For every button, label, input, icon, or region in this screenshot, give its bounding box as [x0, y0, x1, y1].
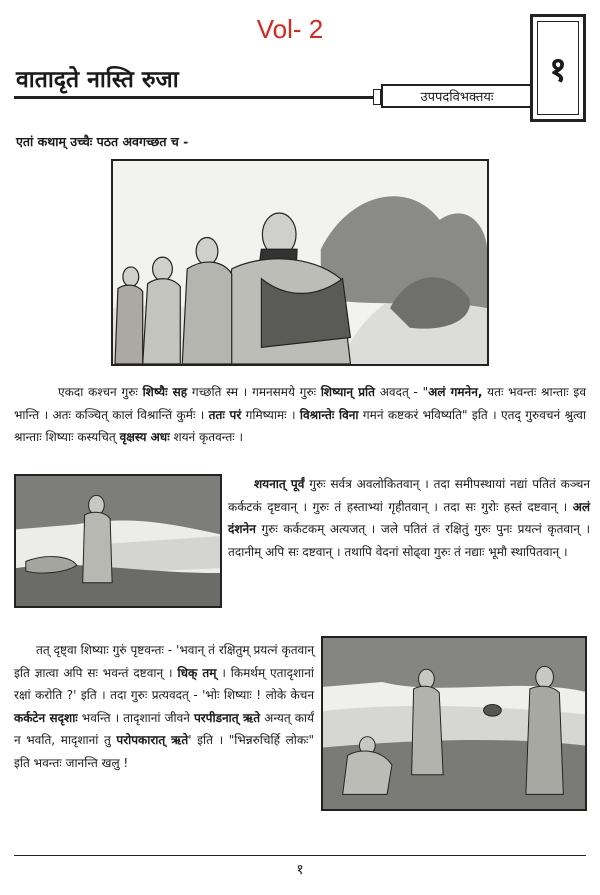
text-segment: एकदा कश्चन गुरुः: [58, 385, 143, 399]
bold-phrase: शयनात् पूर्वं: [254, 477, 305, 491]
text-segment: तत् दृष्ट्वा शिष्याः गुरुं पृष्टवन्तः - 'भवान् तं रक्षितुम् प्रयत्नं कृतवान् इति ज्ञात्वा अपि सः भवन्तं दष्टवान् ।: [14, 643, 314, 680]
bold-phrase: कर्कटेन सदृशाः: [14, 710, 78, 725]
bold-phrase: धिक् तम्: [177, 665, 217, 680]
text-segment: गमनं कष्टकरं भविष्यति" इति । एतद् गुरुवचनं श्रुत्वा श्रान्ताः शिष्याः कस्यचित्: [14, 407, 586, 444]
bold-phrase: ततः परं: [208, 407, 242, 422]
page-number: १: [296, 862, 304, 878]
text-segment: गुरुः कर्कटकम् अत्यजत् । जले पतितं तं रक्षितुं गुरुः पुनः प्रयत्नं कृतवान् । तदानीम् अपि सः दष्टवान् । तथापि वेदनां सोढ्वा गुरुः तं नद्याः भूमौ स्थापितवान् ।: [228, 522, 590, 559]
text-segment: शयनं कृतवन्तः ।: [169, 430, 244, 444]
story-paragraph-2: [228, 473, 590, 563]
title-underline: [14, 96, 398, 99]
story-paragraph-1: [14, 381, 586, 449]
text-segment: गुरुः सर्वत्र अवलोकितवान् । तदा समीपस्थायां नद्यां पतितं कञ्चन कर्कटकं दृष्टवान् । गुरुः तं हस्ताभ्यां गृहीतवान् । तदा सः गुरोः हस्तं दष्टवान् ।: [228, 477, 590, 514]
bold-phrase: परपीडनात् ऋते: [193, 710, 261, 725]
instruction-line: एतां कथाम् उच्चैः पठत अवगच्छत च -: [16, 134, 189, 149]
story-paragraph-3: [14, 639, 314, 774]
chapter-number: १: [549, 50, 567, 90]
bold-phrase: शिष्यान् प्रति: [320, 385, 375, 399]
chapter-number-badge: [530, 14, 586, 122]
bold-phrase: अलं गमनेन,: [428, 385, 483, 399]
volume-label: Vol- 2: [256, 14, 324, 44]
subtitle-text: उपपदविभक्तयः: [420, 90, 494, 105]
bold-phrase: अलं दंशनेन: [228, 499, 590, 536]
text-segment: । किमर्थम् एतादृशानां रक्षां करोति ?' इति । तदा गुरुः प्रत्यवदत् - 'भोः शिष्याः ! लोके केचन: [14, 665, 315, 702]
chapter-title: वातादृते नास्ति रुजा: [16, 67, 179, 93]
text-segment: अन्यत् कार्यं न भवति, मादृशानां तु: [14, 710, 315, 747]
illustration-guru-with-crab: [321, 636, 587, 811]
text-segment: गच्छति स्म । गमनसमये गुरुः: [187, 385, 321, 399]
text-segment: यतः भवन्तः श्रान्ताः इव भान्ति । अतः कञ्चित् कालं विश्रान्तिं कुर्मः ।: [14, 385, 586, 422]
subtitle-banner: [381, 84, 533, 108]
bold-phrase: वृक्षस्य अधः: [119, 430, 170, 444]
text-segment: अवदत् - ": [374, 385, 429, 399]
illustration-guru-with-disciples: [111, 159, 489, 366]
text-segment: ' इति । "भिन्नरुचिर्हि लोकः" इति भवन्तः जानन्ति खलु !: [14, 733, 314, 770]
bold-phrase: परोपकारात् ऋते: [116, 733, 189, 747]
bold-phrase: विश्रान्तेः विना: [299, 407, 359, 422]
text-segment: भवन्ति । तादृशानां जीवने: [77, 710, 194, 725]
text-segment: गमिष्यामः ।: [241, 407, 300, 422]
bold-phrase: शिष्यैः सह: [142, 385, 188, 399]
illustration-guru-at-river: [14, 474, 222, 608]
footer-rule: [14, 855, 586, 856]
